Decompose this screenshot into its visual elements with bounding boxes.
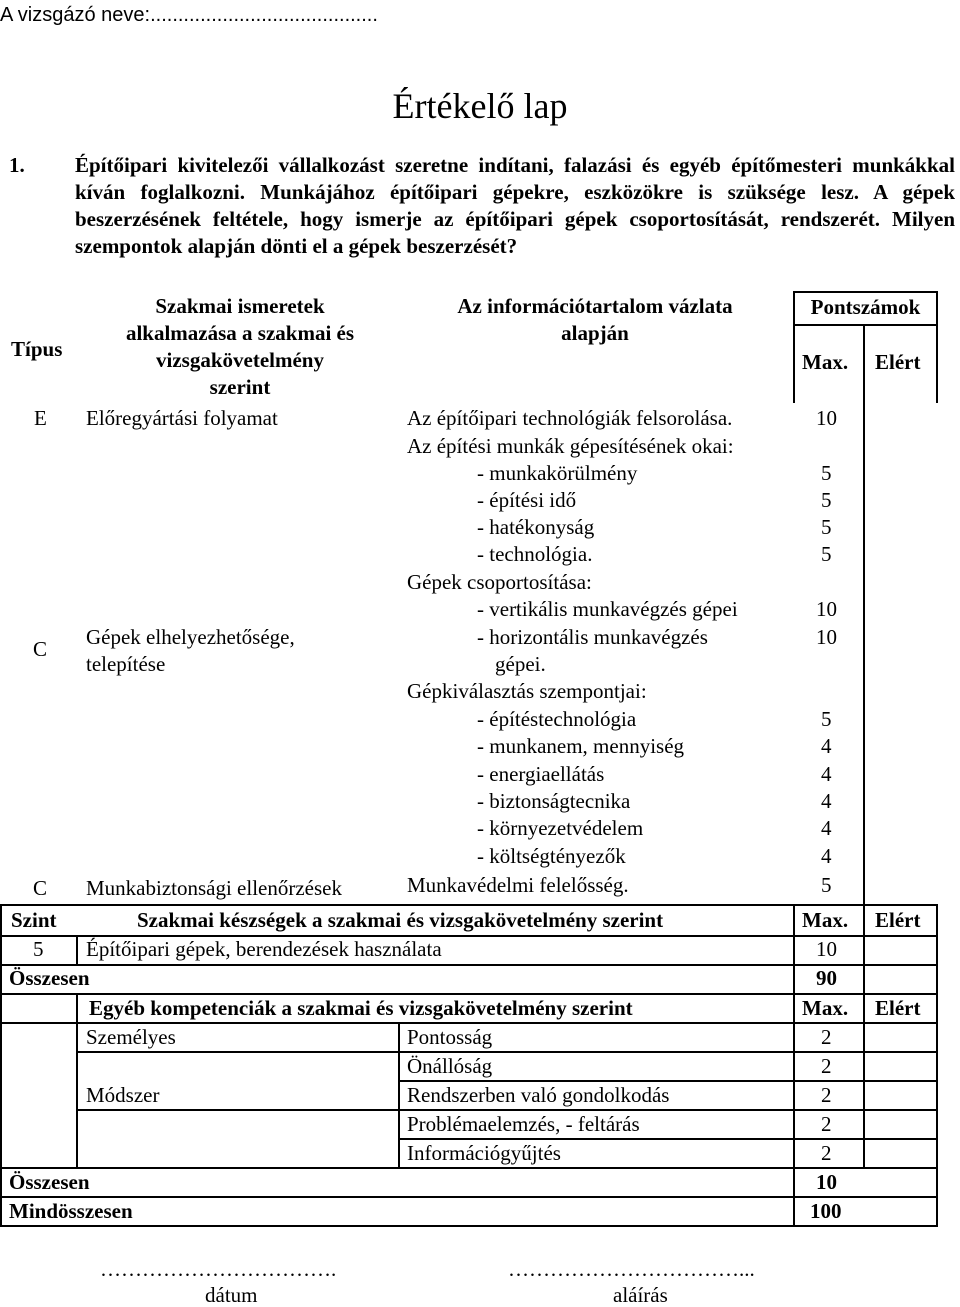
skills-level-label: Szint [11,908,57,932]
skills-total: 90 [816,966,837,990]
row2-line: - építési idő [477,488,577,512]
row2-max: 10 [816,597,837,621]
row3-max: 5 [821,873,832,897]
row2-topic-1: Gépek elhelyezhetősége, [86,625,295,649]
other-heading: Egyéb kompetenciák a szakmai és vizsgakövetelmény szerint [89,996,633,1020]
skills-max-label: Max. [802,908,849,932]
header-points: Pontszámok [810,295,921,319]
row3-content: Munkavédelmi felelősség. [407,873,629,897]
other-item-max: 2 [821,1141,832,1165]
other-group: Módszer [86,1083,160,1107]
header-outline-1: Az információtartalom vázlata [457,294,733,318]
row2-max: 4 [821,734,832,758]
header-type: Típus [11,337,63,361]
row1-max: 10 [816,406,837,430]
skills-heading: Szakmai készségek a szakmai és vizsgakövetelmény szerint [137,908,664,932]
grand-total: 100 [810,1199,842,1223]
row2-type: C [33,637,48,661]
row2-max: 4 [821,789,832,813]
page-title: Értékelő lap [392,86,568,126]
row2-line: - horizontális munkavégzés [477,625,708,649]
row2-line: - építéstechnológia [477,707,637,731]
row2-line: - költségtényezők [477,844,626,868]
question-text: Építőipari kivitelezői vállalkozást szeretne indítani, falazási és egyéb építőmesteri munkákkal kíván foglalkozni. Munkájához építőipari gépekre, eszközökre is szüksége lesz. A gépek beszerzésének feltétele, hogy ismerje az építőipari gépek csoportosítását, rendszerét. Milyen szempontok alapján dönti el a gépek beszerzését? [75,153,955,258]
row2-line: gépei. [495,652,546,676]
row2-max: 5 [821,461,832,485]
row2-line: - biztonságtecnika [477,789,631,813]
row2-line: - technológia. [477,542,593,566]
candidate-name-line: A vizsgázó neve:......................................... [0,4,378,26]
date-label: dátum [205,1283,258,1307]
row2-max: 5 [821,515,832,539]
sign-signature-line: ……………………………... [508,1257,755,1281]
header-knowledge-1: Szakmai ismeretek [155,294,325,318]
row2-line: - vertikális munkavégzés gépei [477,597,738,621]
other-item: Rendszerben való gondolkodás [407,1083,670,1107]
other-total-label: Összesen [9,1170,90,1194]
row2-line: Gépek csoportosítása: [407,570,592,594]
other-item: Pontosság [407,1025,493,1049]
row2-line: - környezetvédelem [477,816,644,840]
skills-row-text: Építőipari gépek, berendezések használata [86,937,442,961]
row3-type: C [33,876,48,900]
skills-row-max: 10 [816,937,837,961]
other-item: Önállóság [407,1054,493,1078]
row1-content: Az építőipari technológiák felsorolása. [407,406,733,430]
date-signature-line: ……………………………. [100,1257,337,1281]
row2-max: 5 [821,707,832,731]
row2-line: Gépkiválasztás szempontjai: [407,679,647,703]
header-outline-2: alapján [561,321,629,345]
row2-line: Az építési munkák gépesítésének okai: [407,434,734,458]
row2-line: - energiaellátás [477,762,605,786]
sign-label: aláírás [613,1283,668,1307]
header-knowledge-2: alkalmazása a szakmai és [125,321,355,345]
row2-max: 10 [816,625,837,649]
row2-line: - munkakörülmény [477,461,638,485]
row1-topic: Előregyártási folyamat [86,406,278,430]
row2-topic-2: telepítése [86,652,166,676]
other-total: 10 [816,1170,837,1194]
other-achieved-label: Elért [875,996,921,1020]
row2-max: 4 [821,816,832,840]
question-number: 1. [9,153,25,177]
other-item-max: 2 [821,1025,832,1049]
other-max-label: Max. [802,996,849,1020]
header-achieved: Elért [875,350,921,374]
row2-max: 4 [821,844,832,868]
skills-total-label: Összesen [9,966,90,990]
other-group: Személyes [86,1025,176,1049]
row2-max: 4 [821,762,832,786]
skills-achieved-label: Elért [875,908,921,932]
grand-total-label: Mindösszesen [9,1199,133,1223]
other-item-max: 2 [821,1112,832,1136]
row2-line: - munkanem, mennyiség [477,734,685,758]
other-item-max: 2 [821,1054,832,1078]
row2-max: 5 [821,542,832,566]
header-max: Max. [802,350,849,374]
row2-line: - hatékonyság [477,515,595,539]
row3-topic: Munkabiztonsági ellenőrzések [86,876,342,900]
skills-row-level: 5 [33,937,44,961]
row2-max: 5 [821,488,832,512]
other-item: Problémaelemzés, - feltárás [407,1112,640,1136]
header-knowledge-4: szerint [209,375,271,399]
row1-type: E [34,406,47,430]
header-knowledge-3: vizsgakövetelmény [156,348,324,372]
other-item-max: 2 [821,1083,832,1107]
other-item: Információgyűjtés [407,1141,561,1165]
